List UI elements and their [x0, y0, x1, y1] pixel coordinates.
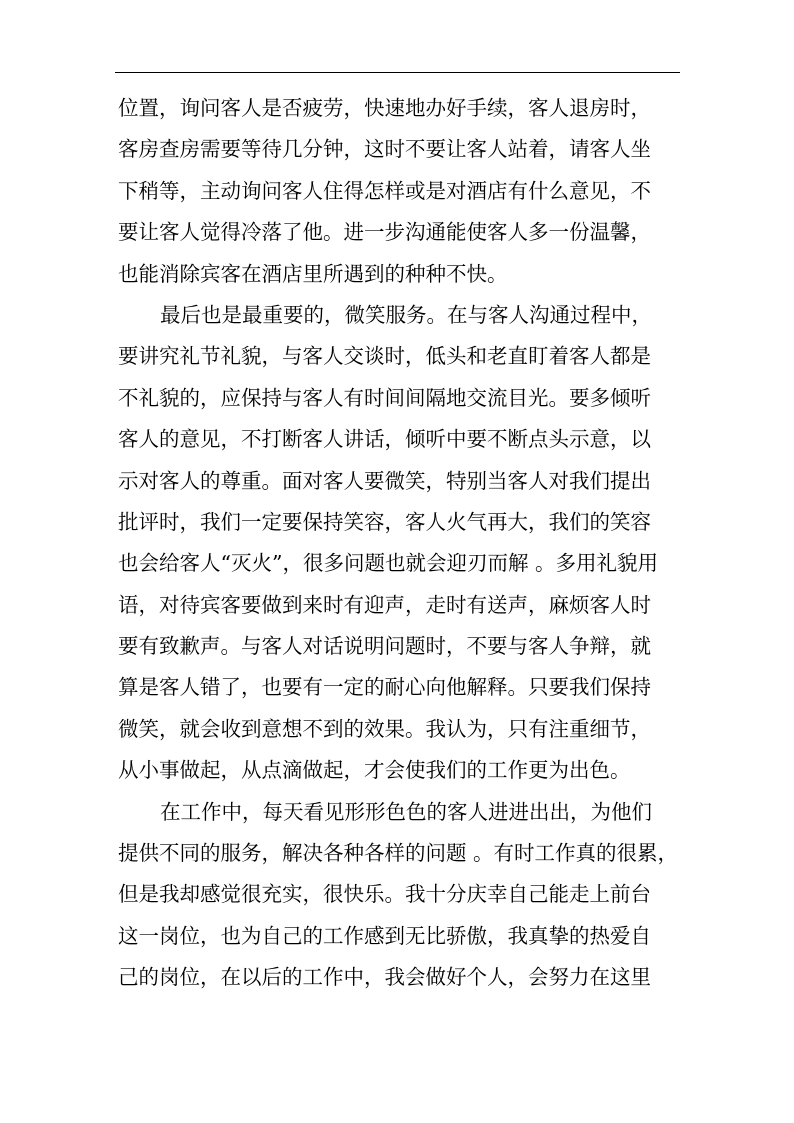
text-line: 算是客人错了，也要有一定的耐心向他解释。只要我们保持: [118, 675, 651, 700]
text-line: 语，对待宾客要做到来时有迎声，走时有送声，麻烦客人时: [118, 592, 651, 617]
text-line: 要讲究礼节礼貌，与客人交谈时，低头和老直盯着客人都是: [118, 344, 651, 369]
text-line: 也能消除宾客在酒店里所遇到的种种不快。: [118, 261, 508, 286]
text-line: 这一岗位，也为自己的工作感到无比骄傲，我真挚的热爱自: [118, 923, 651, 948]
text-line: 己的岗位，在以后的工作中，我会做好个人，会努力在这里: [118, 965, 651, 990]
text-line: 要让客人觉得冷落了他。进一步沟通能使客人多一份温馨，: [118, 220, 651, 245]
paragraph-3: [118, 792, 680, 999]
paragraph-2: [118, 295, 680, 792]
text-line: 要有致歉声。与客人对话说明问题时，不要与客人争辩，就: [118, 634, 651, 659]
document-body: [118, 88, 680, 999]
text-line: 批评时，我们一定要保持笑容，客人火气再大，我们的笑容: [118, 509, 651, 534]
text-line: 提供不同的服务，解决各种各样的问题 。有时工作真的很累，: [118, 841, 679, 866]
text-line: 微笑，就会收到意想不到的效果。我认为，只有注重细节，: [118, 716, 651, 741]
text-line: 最后也是最重要的，微笑服务。在与客人沟通过程中，: [160, 302, 652, 327]
text-line: 客房查房需要等待几分钟，这时不要让客人站着，请客人坐: [118, 137, 651, 162]
text-line: 示对客人的尊重。面对客人要微笑，特别当客人对我们提出: [118, 468, 651, 493]
text-line: 从小事做起，从点滴做起，才会使我们的工作更为出色。: [118, 758, 631, 783]
paragraph-1: [118, 88, 680, 295]
text-line: 但是我却感觉很充实，很快乐。我十分庆幸自己能走上前台: [118, 882, 651, 907]
text-line: 位置，询问客人是否疲劳，快速地办好手续，客人退房时，: [118, 96, 651, 120]
text-line: 也会给客人“灭火”，很多问题也就会迎刃而解 。多用礼貌用: [118, 551, 658, 576]
text-line: 不礼貌的，应保持与客人有时间间隔地交流目光。要多倾听: [118, 385, 651, 410]
text-line: 下稍等，主动询问客人住得怎样或是对酒店有什么意见，不: [118, 178, 651, 203]
text-line: 在工作中，每天看见形形色色的客人进进出出，为他们: [160, 799, 652, 824]
text-line: 客人的意见，不打断客人讲话，倾听中要不断点头示意，以: [118, 427, 651, 452]
header-rule: [115, 72, 680, 73]
